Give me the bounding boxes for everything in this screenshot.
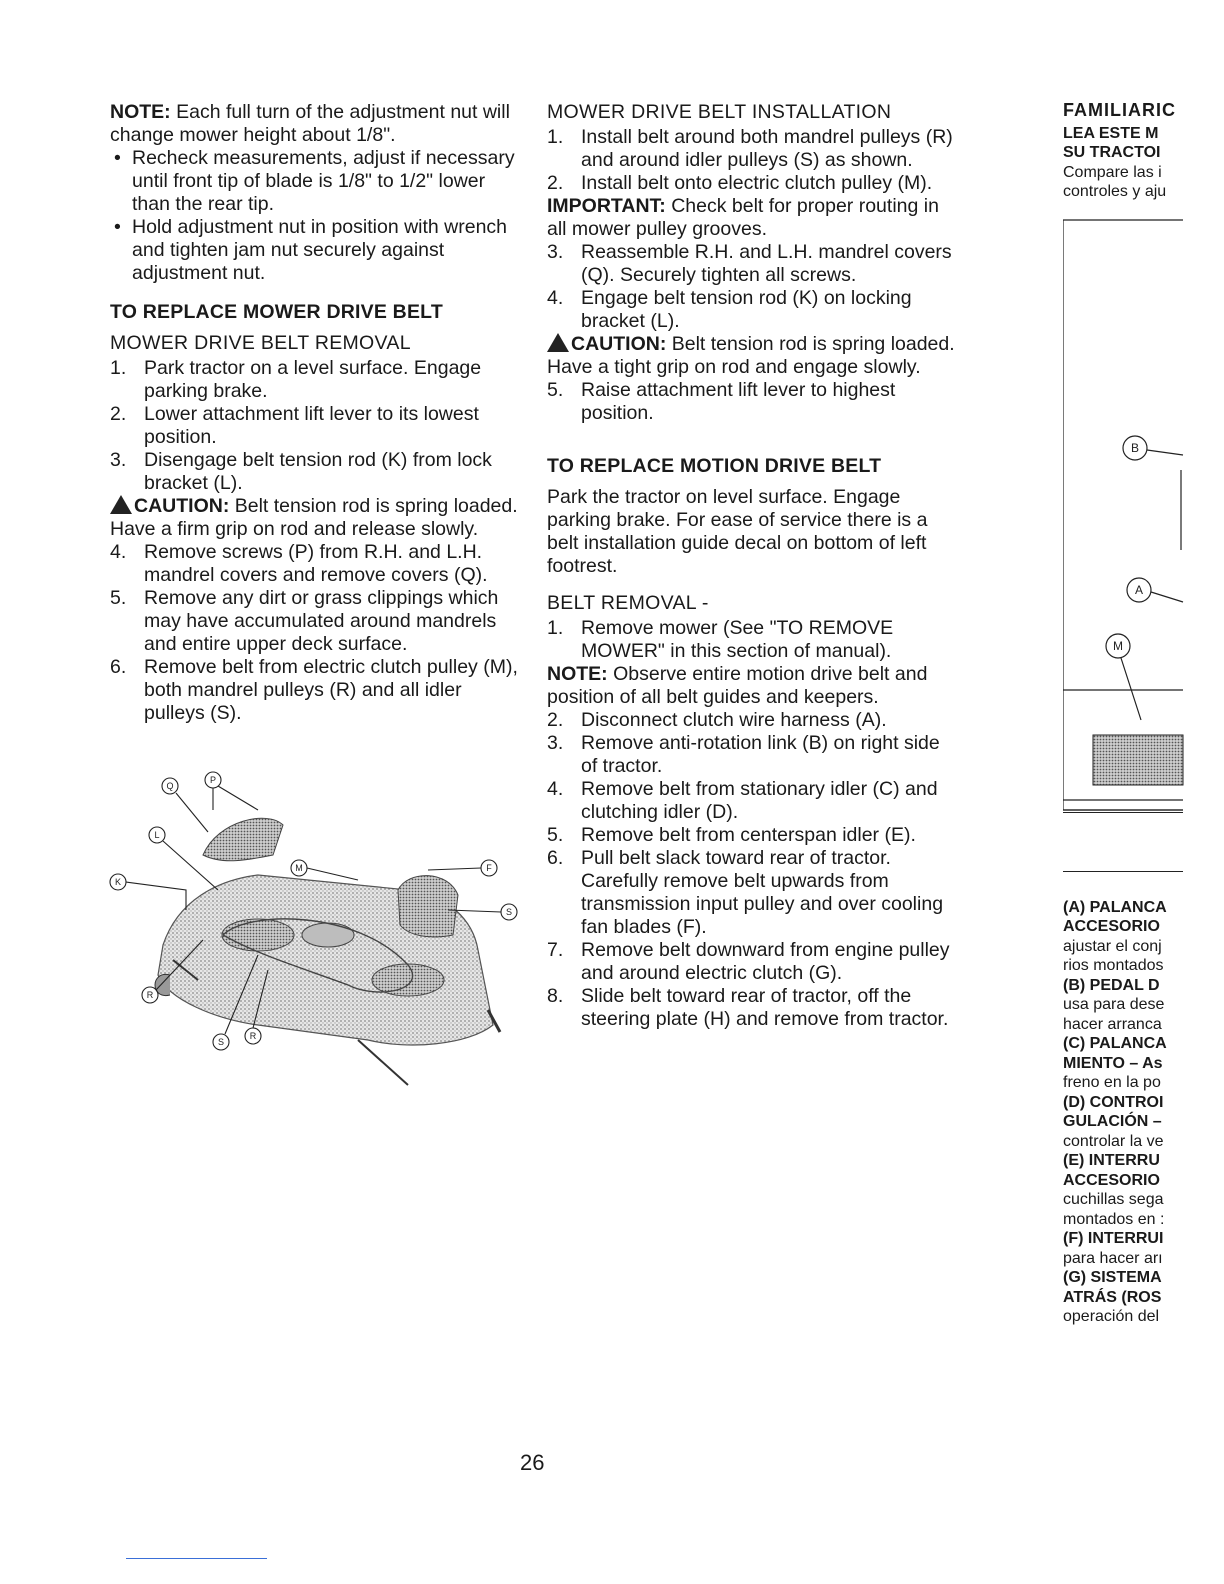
step-item (547, 732, 957, 778)
step-text: Park tractor on a level surface. Engage parking brake. (144, 357, 482, 402)
step-item (547, 126, 957, 172)
bullet-item: • Recheck measurements, adjust if necessary until front tip of blade is 1/8" to 1/2" lower than the rear tip. (110, 147, 520, 216)
step-text: Reassemble R.H. and L.H. mandrel covers (Q). Securely tighten all screws. (581, 241, 952, 286)
callout-label: R (249, 1031, 257, 1041)
step-number: 7. (547, 939, 564, 961)
step-number: 3. (547, 241, 564, 263)
legend-text: ajustar el conj (1063, 937, 1162, 955)
section-title-mower-belt: TO REPLACE MOWER DRIVE BELT (110, 301, 443, 323)
legend-text: para hacer arı (1063, 1249, 1163, 1267)
spanish-heading-line: SU TRACTOI (1063, 144, 1161, 161)
callout-label: Q (166, 781, 174, 791)
legend-text: operación del (1063, 1308, 1160, 1325)
mandrel-cover-top (203, 818, 283, 861)
legend-item-g: (G) SISTEMA (1063, 1269, 1162, 1286)
step-item (547, 709, 957, 732)
step-text: Remove belt from electric clutch pulley (M), both mandrel pulleys (R) and all idler pulleys (S). (144, 656, 518, 724)
legend-text: hacer arranca (1063, 1015, 1162, 1033)
step-item (547, 824, 957, 847)
step-text: Install belt around both mandrel pulleys (R) and around idler pulleys (S) as shown. (581, 126, 953, 171)
legend-text: rios montados (1063, 957, 1164, 974)
step-text: Remove belt from stationary idler (C) and clutching idler (D). (581, 778, 938, 823)
step-item (547, 287, 957, 333)
subsection-title-removal: MOWER DRIVE BELT REMOVAL (110, 332, 411, 354)
step-number: 4. (547, 287, 564, 309)
step-item (547, 379, 957, 425)
caution-text: Belt tension rod is spring loaded. Have a firm grip on rod and release slowly. (110, 495, 518, 540)
controls-legend (1063, 812, 1224, 1327)
important-text: Check belt for proper routing in all mower pulley grooves. (547, 195, 939, 240)
clutch-pulley (302, 923, 354, 947)
step-item (110, 587, 520, 656)
legend-text: cuchillas sega (1063, 1191, 1164, 1208)
step-text: Remove mower (See "TO REMOVE MOWER" in this section of manual). (581, 617, 894, 662)
step-number: 6. (110, 656, 127, 678)
callout-label: M (295, 863, 303, 873)
belt-removal-title: BELT REMOVAL - (547, 592, 709, 614)
install-steps-c (547, 379, 957, 425)
legend-text: freno en la po (1063, 1074, 1161, 1091)
right-column-cropped (1063, 101, 1224, 1327)
spanish-text-line: Compare las i (1063, 163, 1162, 181)
step-number: 1. (547, 617, 564, 639)
legend-item-a-cont: ACCESORIO (1063, 918, 1160, 935)
removal-steps-b (110, 541, 520, 725)
warning-icon (110, 495, 132, 514)
important-paragraph (547, 195, 957, 241)
step-text: Raise attachment lift lever to highest position. (581, 379, 896, 424)
step-number: 3. (547, 732, 564, 754)
page-number: 26 (520, 1450, 545, 1475)
step-number: 2. (547, 172, 564, 194)
step-item (110, 656, 520, 725)
legend-item-d: (D) CONTROI (1063, 1093, 1164, 1111)
controls-figure (1063, 210, 1224, 820)
removal-steps-b (547, 709, 957, 1031)
install-steps-a (547, 126, 957, 195)
legend-text: usa para dese (1063, 996, 1165, 1013)
step-number: 5. (547, 379, 564, 401)
note-label: NOTE: (547, 663, 608, 685)
step-item (110, 357, 520, 403)
step-text: Disengage belt tension rod (K) from lock bracket (L). (144, 449, 492, 494)
legend-item-a: (A) PALANCA (1063, 898, 1167, 916)
bottom-rule (126, 1558, 267, 1559)
bullet-item: • Hold adjustment nut in position with wrench and tighten jam nut securely against adjustment nut. (110, 216, 520, 285)
step-item (547, 617, 957, 663)
removal-steps-a (110, 357, 520, 495)
install-title: MOWER DRIVE BELT INSTALLATION (547, 101, 892, 123)
callout-label: P (209, 775, 217, 785)
spanish-heading-line: LEA ESTE M (1063, 124, 1159, 142)
middle-column (547, 101, 957, 1031)
step-number: 3. (110, 449, 127, 471)
caution-paragraph (110, 495, 520, 541)
step-text: Remove anti-rotation link (B) on right side of tractor. (581, 732, 940, 777)
step-item (547, 847, 957, 939)
legend-item-b: (B) PEDAL D (1063, 976, 1160, 994)
note-text: Each full turn of the adjustment nut will change mower height about 1/8". (110, 101, 510, 146)
step-item (110, 541, 520, 587)
legend-item-e-cont: ACCESORIO (1063, 1171, 1160, 1189)
callout-label: A (1134, 582, 1144, 597)
step-item (547, 985, 957, 1031)
step-text: Lower attachment lift lever to its lowest position. (144, 403, 479, 448)
left-column (110, 101, 520, 725)
step-item (547, 172, 957, 195)
legend-item-c: (C) PALANCA (1063, 1035, 1167, 1052)
legend-text: controlar la ve (1063, 1132, 1164, 1150)
step-number: 4. (110, 541, 127, 563)
controls-diagram (1063, 210, 1224, 820)
mandrel-pulley-left (222, 919, 294, 951)
callout-label: S (505, 907, 513, 917)
step-number: 8. (547, 985, 564, 1007)
step-item (547, 241, 957, 287)
step-item (110, 449, 520, 495)
install-steps-b (547, 241, 957, 333)
step-number: 1. (547, 126, 564, 148)
step-text: Install belt onto electric clutch pulley (M). (581, 172, 933, 194)
caution-label: CAUTION: (134, 495, 230, 517)
callout-label: M (1113, 638, 1123, 653)
note-paragraph (547, 663, 957, 709)
legend-text: montados en : (1063, 1210, 1165, 1228)
callout-label: F (486, 863, 492, 873)
callout-label: S (217, 1037, 225, 1047)
mandrel-cover-right (398, 876, 458, 937)
step-item (547, 939, 957, 985)
step-item (110, 403, 520, 449)
step-text: Remove belt downward from engine pulley and around electric clutch (G). (581, 939, 950, 984)
step-text: Slide belt toward rear of tractor, off the steering plate (H) and remove from tractor. (581, 985, 949, 1030)
step-text: Remove any dirt or grass clippings which may have accumulated around mandrels and entire upper deck surface. (144, 587, 499, 655)
step-number: 4. (547, 778, 564, 800)
legend-item-d-cont: GULACIÓN – (1063, 1113, 1162, 1130)
engine-part (1093, 735, 1183, 785)
step-text: Engage belt tension rod (K) on locking bracket (L). (581, 287, 912, 332)
callout-label: L (154, 830, 160, 840)
section-title-motion-belt: TO REPLACE MOTION DRIVE BELT (547, 455, 882, 477)
mandrel-pulley-right (372, 964, 444, 996)
callout-label: R (146, 990, 154, 1000)
spanish-text-line: controles y aju (1063, 183, 1167, 200)
warning-icon (547, 333, 569, 352)
step-text: Disconnect clutch wire harness (A). (581, 709, 887, 731)
removal-steps-a (547, 617, 957, 663)
step-number: 5. (547, 824, 564, 846)
step-number: 5. (110, 587, 127, 609)
note-text: Observe entire motion drive belt and position of all belt guides and keepers. (547, 663, 928, 708)
legend-item-e: (E) INTERRU (1063, 1152, 1160, 1169)
caution-paragraph (547, 333, 957, 379)
step-item (547, 778, 957, 824)
callout-label: K (114, 877, 122, 887)
note-label: NOTE: (110, 101, 171, 123)
callout-label: B (1130, 440, 1140, 455)
step-number: 1. (110, 357, 127, 379)
important-label: IMPORTANT: (547, 195, 666, 217)
step-text: Remove screws (P) from R.H. and L.H. mandrel covers and remove covers (Q). (144, 541, 488, 586)
step-text: Remove belt from centerspan idler (E). (581, 824, 916, 846)
legend-item-f: (F) INTERRUI (1063, 1230, 1164, 1247)
caution-text: Belt tension rod is spring loaded. Have a tight grip on rod and engage slowly. (547, 333, 955, 378)
legend-item-c-cont: MIENTO – As (1063, 1054, 1163, 1072)
step-number: 2. (547, 709, 564, 731)
step-number: 2. (110, 403, 127, 425)
note-paragraph (110, 101, 520, 147)
legend-item-g-cont: ATRÁS (ROS (1063, 1288, 1162, 1306)
right-column-title: FAMILIARIC (1063, 101, 1176, 120)
step-text: Pull belt slack toward rear of tractor. Carefully remove belt upwards from transmission input pulley and over cooling fan blades (F). (581, 847, 944, 938)
adjustment-bullets (110, 147, 520, 285)
motion-intro: Park the tractor on level surface. Engage parking brake. For ease of service there is a belt installation guide decal on bottom of left footrest. (547, 486, 928, 577)
mower-deck-diagram (108, 740, 528, 1090)
step-number: 6. (547, 847, 564, 869)
caution-label: CAUTION: (571, 333, 667, 355)
